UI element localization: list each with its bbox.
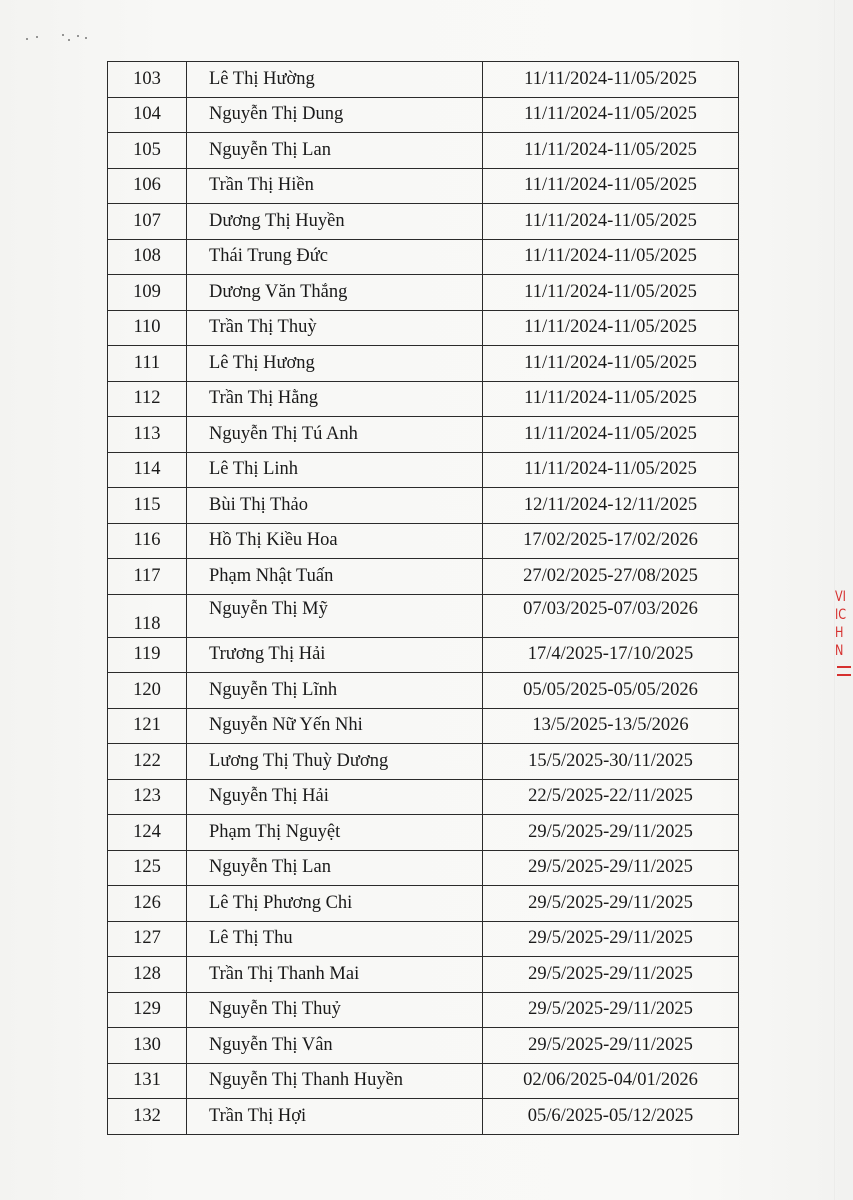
employee-name-cell: Trần Thị Hằng [187, 381, 483, 417]
table-row [108, 637, 739, 673]
row-number-cell: 123 [108, 779, 187, 815]
stamp-bar [837, 666, 851, 668]
table-row [108, 992, 739, 1028]
row-number-cell: 111 [108, 346, 187, 382]
table-row [108, 594, 739, 637]
employee-name-cell: Nguyễn Thị Vân [187, 1028, 483, 1064]
employee-name-cell: Nguyễn Thị Lan [187, 850, 483, 886]
contract-period-cell: 17/4/2025-17/10/2025 [483, 637, 739, 673]
table-row [108, 346, 739, 382]
employee-name-cell: Hồ Thị Kiều Hoa [187, 523, 483, 559]
table-row [108, 673, 739, 709]
table-row [108, 239, 739, 275]
contract-period-cell: 29/5/2025-29/11/2025 [483, 886, 739, 922]
contract-period-cell: 11/11/2024-11/05/2025 [483, 346, 739, 382]
table-row [108, 168, 739, 204]
employee-name-cell: Dương Văn Thắng [187, 275, 483, 311]
table-row [108, 452, 739, 488]
employee-name-cell: Trương Thị Hải [187, 637, 483, 673]
row-number-cell: 104 [108, 97, 187, 133]
row-number-cell: 118 [108, 594, 187, 637]
row-number-cell: 132 [108, 1099, 187, 1135]
contract-period-cell: 02/06/2025-04/01/2026 [483, 1063, 739, 1099]
row-number-cell: 103 [108, 62, 187, 98]
employee-name-cell: Trần Thị Thanh Mai [187, 957, 483, 993]
contract-period-cell: 11/11/2024-11/05/2025 [483, 97, 739, 133]
contract-period-cell: 11/11/2024-11/05/2025 [483, 168, 739, 204]
stamp-text-line: VI [835, 589, 846, 605]
employee-name-cell: Lê Thị Linh [187, 452, 483, 488]
table-row [108, 886, 739, 922]
employee-name-cell: Nguyễn Thị Lan [187, 133, 483, 169]
contract-period-cell: 15/5/2025-30/11/2025 [483, 744, 739, 780]
table-row [108, 850, 739, 886]
employee-name-cell: Lê Thị Hường [187, 62, 483, 98]
table-row [108, 1063, 739, 1099]
table-row [108, 133, 739, 169]
employee-table-body [108, 62, 739, 1135]
employee-name-cell: Lương Thị Thuỳ Dương [187, 744, 483, 780]
employee-name-cell: Lê Thị Thu [187, 921, 483, 957]
table-row [108, 1099, 739, 1135]
employee-name-cell: Nguyễn Thị Hải [187, 779, 483, 815]
table-row [108, 417, 739, 453]
contract-period-cell: 07/03/2025-07/03/2026 [483, 594, 739, 637]
row-number-cell: 120 [108, 673, 187, 709]
row-number-cell: 115 [108, 488, 187, 524]
employee-name-cell: Lê Thị Hương [187, 346, 483, 382]
employee-name-cell: Trần Thị Hợi [187, 1099, 483, 1135]
table-row [108, 1028, 739, 1064]
employee-name-cell: Dương Thị Huyền [187, 204, 483, 240]
employee-table [107, 61, 739, 1135]
table-row [108, 204, 739, 240]
contract-period-cell: 11/11/2024-11/05/2025 [483, 381, 739, 417]
table-row [108, 744, 739, 780]
employee-name-cell: Nguyễn Thị Thanh Huyền [187, 1063, 483, 1099]
contract-period-cell: 11/11/2024-11/05/2025 [483, 133, 739, 169]
employee-name-cell: Bùi Thị Thảo [187, 488, 483, 524]
scan-specks [22, 30, 102, 44]
contract-period-cell: 11/11/2024-11/05/2025 [483, 452, 739, 488]
contract-period-cell: 29/5/2025-29/11/2025 [483, 815, 739, 851]
employee-name-cell: Nguyễn Nữ Yến Nhi [187, 708, 483, 744]
table-row [108, 559, 739, 595]
contract-period-cell: 29/5/2025-29/11/2025 [483, 850, 739, 886]
table-row [108, 62, 739, 98]
row-number-cell: 130 [108, 1028, 187, 1064]
employee-name-cell: Nguyễn Thị Tú Anh [187, 417, 483, 453]
row-number-cell: 122 [108, 744, 187, 780]
row-number-cell: 116 [108, 523, 187, 559]
stamp-text-line: N [835, 643, 844, 659]
row-number-cell: 126 [108, 886, 187, 922]
contract-period-cell: 11/11/2024-11/05/2025 [483, 275, 739, 311]
employee-name-cell: Trần Thị Hiền [187, 168, 483, 204]
row-number-cell: 110 [108, 310, 187, 346]
contract-period-cell: 11/11/2024-11/05/2025 [483, 204, 739, 240]
table-row [108, 921, 739, 957]
table-row [108, 97, 739, 133]
contract-period-cell: 11/11/2024-11/05/2025 [483, 310, 739, 346]
employee-name-cell: Phạm Nhật Tuấn [187, 559, 483, 595]
row-number-cell: 131 [108, 1063, 187, 1099]
row-number-cell: 127 [108, 921, 187, 957]
table-row [108, 381, 739, 417]
contract-period-cell: 11/11/2024-11/05/2025 [483, 417, 739, 453]
red-stamp-fragment [833, 588, 853, 718]
row-number-cell: 117 [108, 559, 187, 595]
row-number-cell: 112 [108, 381, 187, 417]
employee-name-cell: Thái Trung Đức [187, 239, 483, 275]
contract-period-cell: 29/5/2025-29/11/2025 [483, 957, 739, 993]
employee-name-cell: Lê Thị Phương Chi [187, 886, 483, 922]
row-number-cell: 113 [108, 417, 187, 453]
table-row [108, 523, 739, 559]
contract-period-cell: 29/5/2025-29/11/2025 [483, 921, 739, 957]
row-number-cell: 124 [108, 815, 187, 851]
row-number-cell: 129 [108, 992, 187, 1028]
contract-period-cell: 29/5/2025-29/11/2025 [483, 992, 739, 1028]
row-number-cell: 114 [108, 452, 187, 488]
row-number-cell: 106 [108, 168, 187, 204]
row-number-cell: 109 [108, 275, 187, 311]
employee-name-cell: Nguyễn Thị Lĩnh [187, 673, 483, 709]
contract-period-cell: 05/05/2025-05/05/2026 [483, 673, 739, 709]
row-number-cell: 128 [108, 957, 187, 993]
table-row [108, 815, 739, 851]
table-row [108, 708, 739, 744]
stamp-text-line: H [835, 625, 844, 641]
contract-period-cell: 29/5/2025-29/11/2025 [483, 1028, 739, 1064]
employee-name-cell: Trần Thị Thuỳ [187, 310, 483, 346]
contract-period-cell: 13/5/2025-13/5/2026 [483, 708, 739, 744]
contract-period-cell: 17/02/2025-17/02/2026 [483, 523, 739, 559]
row-number-cell: 108 [108, 239, 187, 275]
contract-period-cell: 12/11/2024-12/11/2025 [483, 488, 739, 524]
table-row [108, 275, 739, 311]
table-row [108, 488, 739, 524]
employee-name-cell: Nguyễn Thị Mỹ [187, 594, 483, 637]
stamp-bar [837, 674, 851, 676]
contract-period-cell: 27/02/2025-27/08/2025 [483, 559, 739, 595]
table-row [108, 779, 739, 815]
contract-period-cell: 22/5/2025-22/11/2025 [483, 779, 739, 815]
row-number-cell: 121 [108, 708, 187, 744]
contract-period-cell: 11/11/2024-11/05/2025 [483, 239, 739, 275]
table-row [108, 310, 739, 346]
contract-period-cell: 05/6/2025-05/12/2025 [483, 1099, 739, 1135]
row-number-cell: 105 [108, 133, 187, 169]
employee-name-cell: Nguyễn Thị Dung [187, 97, 483, 133]
contract-period-cell: 11/11/2024-11/05/2025 [483, 62, 739, 98]
employee-name-cell: Phạm Thị Nguyệt [187, 815, 483, 851]
stamp-text-line: IC [835, 607, 847, 623]
table-row [108, 957, 739, 993]
row-number-cell: 119 [108, 637, 187, 673]
employee-name-cell: Nguyễn Thị Thuỷ [187, 992, 483, 1028]
row-number-cell: 107 [108, 204, 187, 240]
row-number-cell: 125 [108, 850, 187, 886]
